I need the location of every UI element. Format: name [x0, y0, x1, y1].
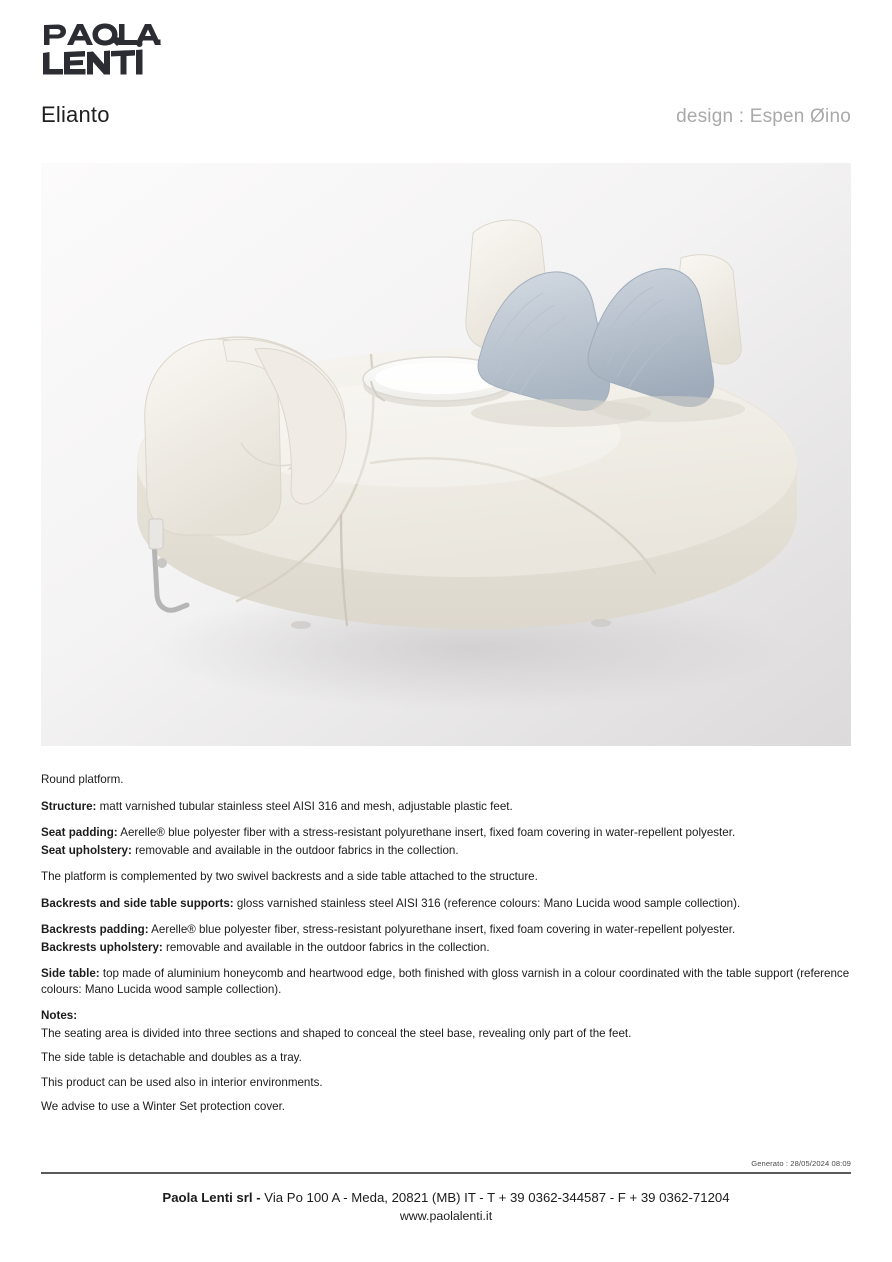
notes-heading [41, 1008, 853, 1024]
spec-backrest-supports-label: Backrests and side table supports: [41, 896, 234, 910]
paola-lenti-logo [41, 22, 161, 78]
spec-side-table-text: top made of aluminium honeycomb and heartwood edge, both finished with gloss varnish in a colour coordinated with the table support (reference colours: Mano Lucida wood sample collection). [41, 967, 850, 996]
spec-backrests-padding-label: Backrests padding: [41, 923, 149, 936]
spec-seat-padding-label: Seat padding: [41, 826, 118, 839]
spec-seat-padding-text: Aerelle® blue polyester fiber with a stress-resistant polyurethane insert, fixed foam covering in water-repellent polyester. [117, 826, 736, 839]
page-header [41, 22, 851, 78]
spec-backrests-padding [41, 922, 853, 938]
note-item-1: The seating area is divided into three sections and shaped to conceal the steel base, revealing only part of the feet. [41, 1026, 632, 1040]
note-item-2: The side table is detachable and doubles as a tray. [41, 1051, 302, 1064]
note-item-4: We advise to use a Winter Set protection cover. [41, 1100, 286, 1113]
notes-label: Notes: [41, 1009, 78, 1022]
spec-structure-text: matt varnished tubular stainless steel AISI 316 and mesh, adjustable plastic feet. [96, 799, 513, 813]
footer-divider [41, 1172, 851, 1174]
intro-paragraph: Round platform. [41, 773, 124, 786]
designer-credit: design : Espen Øino [676, 106, 851, 127]
spec-seat-upholstery [41, 843, 853, 859]
generated-timestamp: Generato : 28/05/2024 08:09 [751, 1159, 851, 1168]
spec-backrests-padding-text: Aerelle® blue polyester fiber, stress-resistant polyurethane insert, fixed foam covering in water-repellent polyester. [148, 923, 736, 936]
spec-structure [41, 799, 853, 815]
page-footer [41, 1188, 851, 1225]
specifications [41, 772, 853, 1124]
title-row [41, 104, 851, 126]
footer-website[interactable]: www.paolalenti.it [399, 1209, 493, 1223]
product-illustration [41, 163, 851, 746]
footer-company-name: Paola Lenti srl - [162, 1190, 265, 1205]
spec-platform-note: The platform is complemented by two swivel backrests and a side table attached to the structure. [41, 870, 538, 883]
spec-side-table-label: Side table: [41, 967, 100, 980]
spec-structure-label: Structure: [41, 799, 97, 813]
spec-seat-upholstery-text: removable and available in the outdoor fabrics in the collection. [131, 843, 459, 857]
spec-backrest-supports [41, 896, 853, 912]
footer-address-text: Via Po 100 A - Meda, 20821 (MB) IT - T + 39 0362-344587 - F + 39 0362-71204 [264, 1190, 730, 1205]
spec-side-table [41, 966, 853, 997]
spec-backrests-upholstery [41, 940, 853, 956]
spec-backrests-upholstery-label: Backrests upholstery: [41, 940, 163, 954]
spec-seat-upholstery-label: Seat upholstery: [41, 843, 132, 857]
page-title: Elianto [41, 102, 110, 127]
spec-seat-padding [41, 825, 853, 841]
note-item-3: This product can be used also in interior environments. [41, 1075, 323, 1089]
spec-backrests-upholstery-text: removable and available in the outdoor fabrics in the collection. [162, 940, 490, 954]
footer-address-line [41, 1188, 851, 1207]
product-photo [41, 163, 851, 746]
spec-backrest-supports-text: gloss varnished stainless steel AISI 316 (reference colours: Mano Lucida wood sample collection). [233, 896, 741, 910]
